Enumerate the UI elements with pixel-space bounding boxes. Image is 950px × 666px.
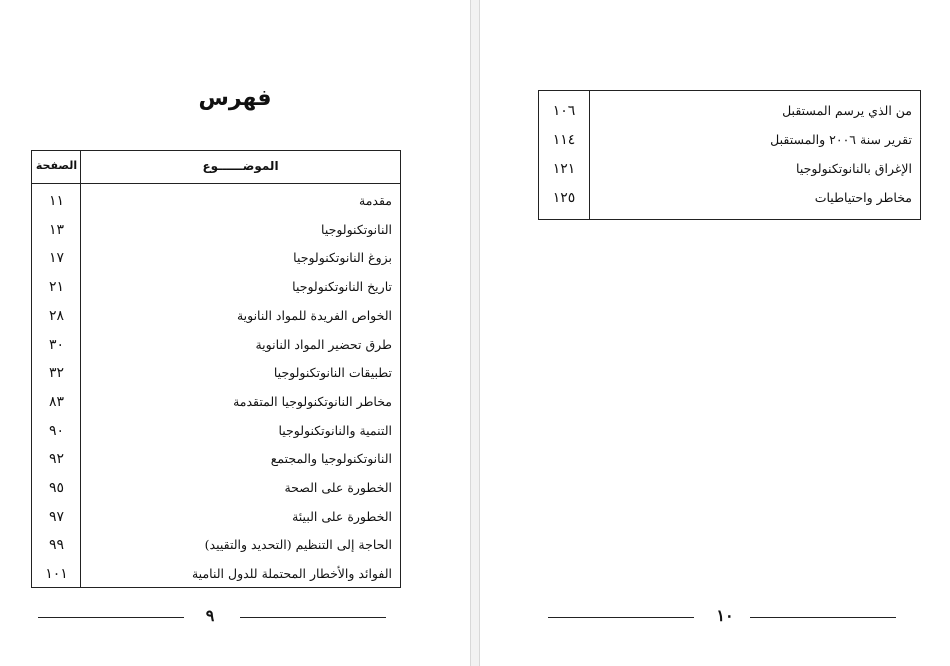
toc-row-topic: مخاطر واحتياطيات — [814, 190, 912, 205]
toc-row-page: ١٠٦ — [552, 103, 576, 119]
toc-row — [32, 302, 400, 331]
toc-title: فهرس — [198, 86, 272, 111]
toc-row-page: ٩٥ — [48, 480, 65, 496]
toc-row — [32, 331, 400, 360]
header-page: الصفحة — [35, 159, 78, 172]
left-page — [0, 0, 470, 666]
left-footer — [0, 606, 470, 630]
toc-row — [32, 417, 400, 446]
toc-row — [539, 184, 920, 213]
toc-row-topic: مخاطر النانوتكنولوجيا المتقدمة — [233, 393, 392, 409]
toc-row-topic: الفوائد والأخطار المحتملة للدول النامية — [191, 566, 392, 582]
toc-row-page: ٢٨ — [48, 307, 65, 324]
toc-row — [32, 187, 400, 216]
toc-row — [32, 445, 400, 474]
toc-row-topic: الخطورة على البيئة — [292, 508, 392, 524]
toc-row-topic: من الذي يرسم المستقبل — [782, 103, 912, 118]
table-header — [32, 151, 400, 184]
toc-row — [32, 216, 400, 245]
toc-row-page: ٨٣ — [48, 393, 65, 410]
toc-row-page: ٩٠ — [48, 422, 65, 439]
right-page — [480, 0, 950, 666]
footer-rule-right — [240, 617, 386, 618]
toc-row — [32, 273, 400, 302]
toc-row-topic: طرق تحضير المواد النانوية — [255, 336, 392, 352]
toc-row-topic: النانوتكنولوجيا والمجتمع — [270, 451, 392, 467]
toc-row-page: ١٢٥ — [552, 190, 576, 206]
toc-row — [32, 531, 400, 560]
toc-row-page: ٩٧ — [48, 508, 65, 525]
toc-row-page: ٣٠ — [48, 336, 65, 353]
toc-row-page: ١١٤ — [552, 132, 576, 148]
toc-row-topic: الخطورة على الصحة — [284, 480, 392, 495]
toc-row-topic: مقدمة — [359, 193, 392, 208]
toc-row-page: ١١ — [48, 193, 65, 209]
toc-row — [539, 155, 920, 184]
toc-row-page: ٩٢ — [48, 451, 65, 468]
toc-row-page: ١٣ — [48, 221, 65, 238]
header-topic: الموضــــــوع — [202, 159, 279, 173]
toc-row — [539, 97, 920, 126]
toc-row-topic: الخواص الفريدة للمواد النانوية — [236, 307, 392, 323]
right-footer — [480, 606, 950, 630]
toc-row-topic: النانوتكنولوجيا — [321, 221, 392, 237]
toc-row-topic: الحاجة إلى التنظيم (التحديد والتقييد) — [204, 537, 392, 553]
toc-row — [32, 388, 400, 417]
toc-row-page: ١٢١ — [552, 161, 576, 177]
toc-table-left — [31, 150, 401, 588]
toc-row — [32, 474, 400, 503]
toc-row — [32, 503, 400, 532]
toc-row-topic: تاريخ النانوتكنولوجيا — [292, 279, 392, 295]
footer-rule-left — [548, 617, 694, 618]
book-gutter — [470, 0, 480, 666]
toc-table-right — [538, 90, 921, 220]
toc-row — [539, 126, 920, 155]
toc-row — [32, 359, 400, 388]
page-number-left: ٩ — [205, 606, 215, 625]
page-number-right: ١٠ — [716, 606, 734, 625]
toc-row-topic: التنمية والنانوتكنولوجيا — [278, 422, 392, 438]
toc-row-page: ١٠١ — [45, 566, 68, 583]
toc-row-topic: تقرير سنة ٢٠٠٦ والمستقبل — [770, 132, 912, 147]
toc-row-page: ٣٢ — [48, 365, 65, 382]
toc-row-page: ١٧ — [48, 250, 65, 267]
toc-row — [32, 244, 400, 273]
toc-row — [32, 560, 400, 589]
toc-row-page: ٢١ — [48, 279, 65, 296]
footer-rule-left — [38, 617, 184, 618]
toc-row-topic: الإغراق بالنانوتكنولوجيا — [796, 161, 912, 176]
toc-row-topic: تطبيقات النانوتكنولوجيا — [273, 365, 392, 381]
footer-rule-right — [750, 617, 896, 618]
toc-row-topic: بزوغ النانوتكنولوجيا — [293, 250, 392, 266]
toc-row-page: ٩٩ — [48, 537, 65, 554]
